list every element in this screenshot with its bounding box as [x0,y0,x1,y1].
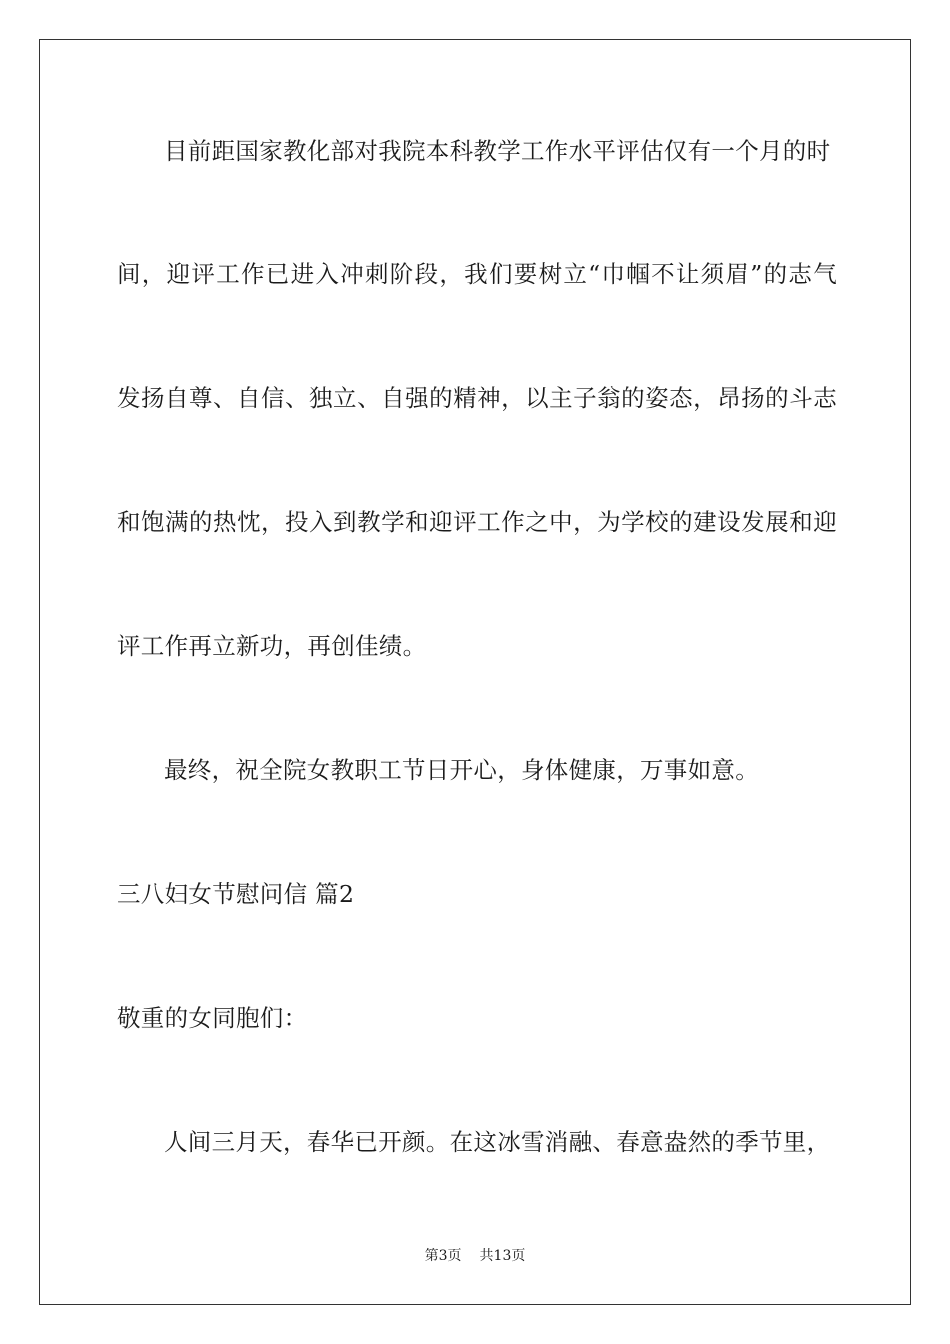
section-heading: 三八妇女节慰问信 篇2 [117,880,355,908]
paragraph-2-line-1: 最终，祝全院女教职工节日开心，身体健康，万事如意。 [164,756,759,784]
page-footer [0,1247,950,1265]
page-total: 共13页 [479,1248,526,1264]
page-border [39,39,911,1305]
paragraph-3-line-1: 人间三月天，春华已开颜。在这冰雪消融、春意盎然的季节里， [164,1128,831,1156]
paragraph-1-line-2: 间，迎评工作已进入冲刺阶段，我们要树立“巾帼不让须眉”的志气 [117,260,837,288]
paragraph-1-line-4: 和饱满的热忱，投入到教学和迎评工作之中，为学校的建设发展和迎 [117,508,837,536]
page-number: 第3页 [424,1248,462,1264]
paragraph-1-line-5: 评工作再立新功，再创佳绩。 [117,632,427,660]
salutation: 敬重的女同胞们： [117,1004,308,1032]
paragraph-1-line-3: 发扬自尊、自信、独立、自强的精神，以主子翁的姿态，昂扬的斗志 [117,384,837,412]
paragraph-1-line-1: 目前距国家教化部对我院本科教学工作水平评估仅有一个月的时 [164,137,831,165]
